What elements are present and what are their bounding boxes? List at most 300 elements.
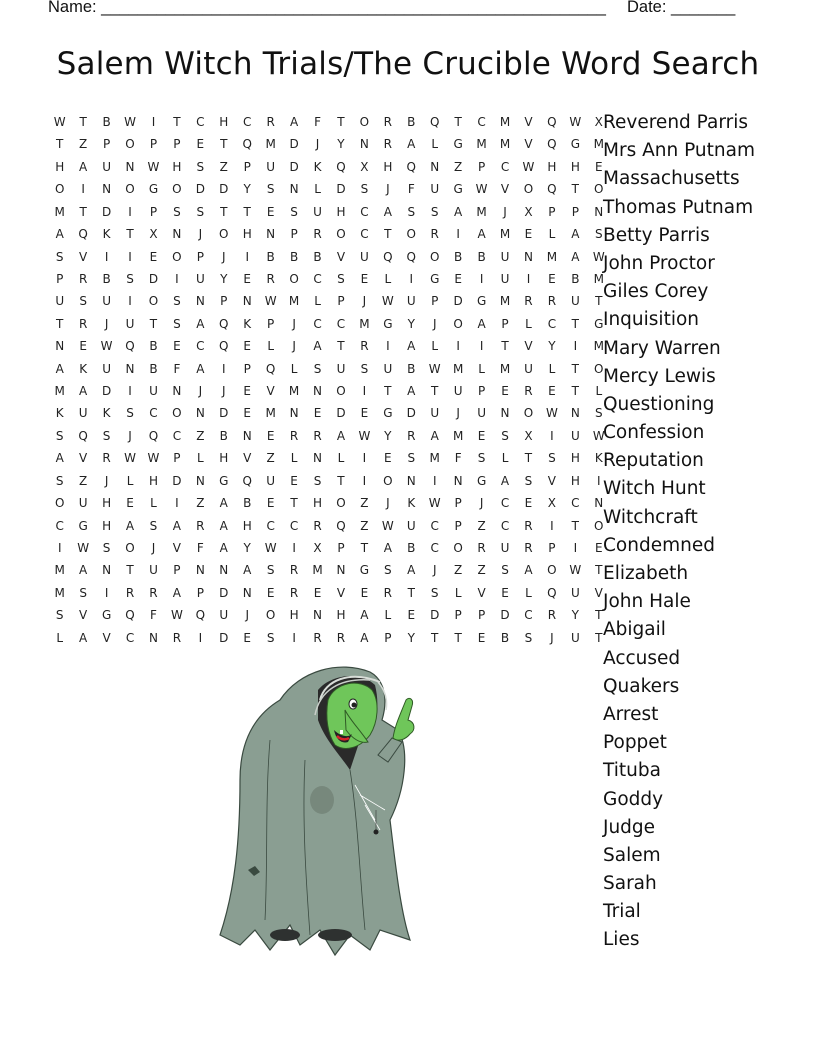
witch-illustration — [210, 660, 430, 960]
grid-letter: L — [56, 630, 64, 645]
grid-letter: I — [104, 249, 109, 264]
grid-letter: S — [548, 451, 556, 466]
grid-letter: E — [243, 339, 252, 354]
grid-letter: W — [592, 428, 605, 443]
grid-letter: S — [266, 182, 275, 197]
grid-letter: U — [336, 361, 346, 376]
grid-letter: L — [548, 227, 556, 242]
grid-letter: D — [148, 271, 159, 286]
grid-letter: L — [384, 271, 392, 286]
grid-row — [48, 537, 611, 559]
grid-letter: A — [125, 518, 135, 533]
word-list-item: Inquisition — [603, 309, 700, 331]
grid-letter: S — [501, 563, 509, 578]
grid-letter: L — [384, 608, 392, 623]
grid-letter: N — [195, 473, 205, 488]
grid-letter: U — [570, 428, 580, 443]
grid-letter: P — [477, 159, 486, 174]
grid-letter: D — [219, 585, 229, 600]
grid-letter: E — [243, 630, 252, 645]
grid-letter: V — [79, 608, 88, 623]
grid-letter: O — [125, 541, 135, 556]
word-list-item: Giles Corey — [603, 281, 709, 303]
grid-letter: C — [430, 541, 439, 556]
grid-letter: R — [266, 271, 275, 286]
grid-letter: D — [406, 406, 416, 421]
grid-letter: M — [288, 384, 300, 399]
grid-row — [48, 627, 611, 649]
grid-letter: M — [499, 137, 511, 152]
grid-letter: A — [219, 496, 228, 511]
grid-letter: R — [172, 630, 182, 645]
grid-letter: T — [571, 518, 580, 533]
grid-letter: S — [266, 630, 275, 645]
grid-letter: U — [219, 608, 229, 623]
grid-letter: O — [453, 316, 463, 331]
grid-letter: E — [313, 585, 322, 600]
grid-letter: I — [526, 271, 531, 286]
grid-letter: B — [102, 115, 111, 129]
grid-letter: A — [219, 541, 228, 556]
grid-letter: C — [360, 204, 369, 219]
grid-letter: Q — [383, 249, 393, 264]
grid-letter: A — [196, 316, 205, 331]
grid-letter: Z — [196, 496, 205, 511]
grid-letter: L — [150, 496, 157, 511]
grid-letter: R — [524, 294, 533, 309]
grid-letter: X — [594, 115, 603, 129]
grid-letter: R — [407, 428, 416, 443]
grid-letter: S — [173, 316, 181, 331]
grid-letter: N — [430, 159, 440, 174]
grid-letter: Z — [79, 137, 88, 152]
word-list-item: Lies — [603, 929, 640, 951]
grid-letter: J — [503, 204, 507, 219]
grid-letter: N — [289, 182, 299, 197]
grid-letter: C — [55, 518, 64, 533]
grid-letter: M — [54, 563, 65, 578]
grid-letter: B — [571, 271, 580, 286]
grid-letter: O — [336, 496, 346, 511]
grid-letter: P — [220, 294, 228, 309]
grid-letter: I — [292, 541, 296, 556]
grid-letter: N — [195, 294, 205, 309]
grid-letter: E — [407, 608, 416, 623]
grid-letter: H — [570, 451, 580, 466]
grid-letter: P — [56, 271, 64, 286]
grid-letter: I — [128, 384, 132, 399]
grid-letter: Y — [548, 339, 556, 354]
grid-letter: O — [54, 182, 65, 197]
grid-letter: P — [384, 630, 392, 645]
grid-letter: E — [477, 428, 486, 443]
grid-letter: A — [55, 227, 64, 242]
grid-letter: I — [128, 249, 132, 264]
grid-letter: K — [55, 406, 64, 421]
grid-letter: T — [431, 630, 439, 645]
grid-letter: R — [289, 563, 299, 578]
grid-letter: M — [265, 406, 276, 421]
grid-letter: U — [266, 473, 276, 488]
grid-letter: N — [125, 361, 135, 376]
grid-letter: D — [219, 182, 229, 197]
grid-letter: L — [525, 316, 532, 331]
grid-letter: N — [242, 294, 252, 309]
grid-letter: O — [523, 182, 534, 197]
grid-letter: H — [102, 496, 112, 511]
grid-letter: G — [476, 294, 487, 309]
grid-letter: M — [54, 384, 65, 399]
grid-letter: Q — [406, 249, 416, 264]
grid-letter: W — [428, 496, 441, 511]
grid-letter: X — [524, 428, 533, 443]
grid-letter: R — [524, 541, 533, 556]
grid-row — [48, 313, 611, 335]
grid-letter: S — [102, 428, 111, 443]
grid-letter: W — [100, 339, 113, 354]
grid-letter: X — [313, 541, 322, 556]
grid-letter: G — [383, 316, 393, 331]
grid-letter: V — [524, 339, 533, 354]
grid-letter: E — [126, 496, 134, 511]
grid-letter: E — [266, 428, 275, 443]
grid-letter: V — [266, 384, 275, 399]
grid-letter: N — [453, 473, 463, 488]
grid-letter: U — [149, 384, 158, 399]
grid-letter: L — [290, 451, 298, 466]
grid-letter: R — [547, 294, 557, 309]
grid-letter: F — [173, 361, 181, 376]
grid-letter: N — [172, 384, 182, 399]
word-list-item: Elizabeth — [603, 563, 689, 584]
grid-letter: B — [266, 249, 275, 264]
grid-letter: S — [196, 159, 205, 174]
grid-letter: T — [220, 137, 228, 152]
grid-letter: M — [476, 204, 487, 219]
grid-letter: L — [548, 361, 556, 376]
grid-letter: B — [243, 496, 252, 511]
grid-letter: B — [500, 630, 510, 645]
grid-letter: I — [386, 339, 390, 354]
grid-letter: J — [245, 608, 249, 623]
grid-letter: E — [243, 406, 252, 421]
grid-letter: Q — [125, 339, 135, 354]
grid-row — [48, 335, 611, 357]
grid-letter: P — [149, 137, 158, 152]
grid-letter: G — [453, 137, 463, 152]
grid-letter: B — [149, 339, 158, 354]
grid-letter: V — [336, 249, 346, 264]
grid-letter: C — [477, 115, 486, 129]
grid-letter: B — [149, 361, 158, 376]
grid-letter: W — [264, 541, 277, 556]
grid-letter: E — [594, 159, 603, 174]
grid-letter: N — [102, 563, 112, 578]
grid-letter: M — [593, 137, 604, 152]
grid-letter: I — [151, 115, 156, 129]
grid-letter: R — [78, 316, 88, 331]
grid-letter: Q — [336, 518, 346, 533]
grid-letter: T — [595, 608, 603, 623]
grid-row — [48, 246, 611, 268]
grid-letter: J — [315, 137, 320, 152]
grid-letter: R — [383, 585, 393, 600]
grid-row — [48, 111, 611, 133]
grid-row — [48, 582, 611, 604]
grid-letter: E — [360, 585, 369, 600]
grid-letter: T — [431, 384, 439, 399]
grid-letter: C — [524, 608, 533, 623]
grid-letter: E — [501, 585, 509, 600]
grid-letter: S — [55, 473, 64, 488]
grid-letter: C — [313, 316, 322, 331]
grid-letter: W — [53, 115, 66, 129]
word-list-item: Reputation — [603, 450, 704, 472]
grid-letter: D — [289, 137, 299, 152]
grid-letter: P — [243, 159, 251, 174]
grid-letter: A — [524, 563, 533, 578]
grid-letter: R — [289, 585, 299, 600]
grid-letter: B — [219, 428, 228, 443]
grid-letter: Q — [547, 585, 557, 600]
grid-letter: N — [594, 496, 604, 511]
grid-letter: T — [126, 227, 134, 242]
grid-letter: Y — [243, 541, 251, 556]
grid-letter: L — [314, 182, 321, 197]
grid-letter: W — [428, 361, 441, 376]
grid-letter: E — [548, 271, 556, 286]
grid-letter: U — [266, 159, 276, 174]
grid-letter: N — [148, 630, 158, 645]
grid-letter: A — [172, 518, 182, 533]
grid-letter: T — [454, 630, 462, 645]
grid-letter: T — [126, 563, 134, 578]
grid-letter: E — [243, 271, 252, 286]
grid-letter: O — [453, 541, 463, 556]
grid-letter: A — [196, 361, 205, 376]
grid-letter: L — [525, 585, 532, 600]
grid-letter: C — [500, 159, 510, 174]
grid-letter: O — [125, 137, 135, 152]
name-field-line[interactable]: Name: _______________________________________________________ — [48, 0, 606, 16]
grid-letter: J — [432, 563, 437, 578]
grid-letter: R — [125, 585, 135, 600]
grid-row — [48, 268, 611, 290]
grid-letter: R — [336, 630, 346, 645]
grid-letter: D — [219, 406, 229, 421]
grid-letter: E — [594, 541, 603, 556]
grid-letter: W — [77, 541, 90, 556]
grid-letter: T — [79, 115, 87, 129]
grid-letter: H — [336, 204, 346, 219]
grid-letter: U — [313, 204, 322, 219]
grid-letter: T — [407, 585, 415, 600]
grid-letter: N — [313, 451, 323, 466]
grid-letter: A — [79, 159, 88, 174]
grid-letter: P — [477, 608, 486, 623]
grid-letter: H — [383, 159, 393, 174]
grid-letter: S — [430, 585, 439, 600]
grid-letter: U — [55, 294, 65, 309]
grid-letter: U — [406, 518, 416, 533]
grid-letter: V — [79, 451, 88, 466]
grid-letter: S — [384, 563, 392, 578]
word-list-item: Confession — [603, 422, 705, 444]
grid-letter: D — [172, 473, 182, 488]
grid-row — [48, 156, 611, 178]
date-field-line[interactable]: Date: _______ — [627, 0, 736, 16]
grid-letter: S — [430, 204, 439, 219]
word-list-item: Poppet — [603, 732, 667, 754]
grid-letter: S — [196, 204, 205, 219]
grid-letter: N — [570, 406, 580, 421]
grid-letter: A — [313, 339, 322, 354]
grid-letter: P — [267, 316, 275, 331]
grid-letter: R — [102, 451, 111, 466]
grid-letter: P — [173, 137, 181, 152]
grid-letter: D — [430, 608, 440, 623]
grid-letter: G — [219, 473, 229, 488]
grid-letter: O — [594, 182, 604, 197]
grid-letter: G — [430, 271, 440, 286]
grid-letter: S — [126, 271, 134, 286]
grid-letter: Z — [79, 473, 88, 488]
grid-letter: K — [102, 227, 111, 242]
grid-letter: N — [500, 406, 510, 421]
grid-letter: L — [290, 361, 298, 376]
grid-letter: K — [79, 361, 88, 376]
grid-letter: L — [126, 473, 134, 488]
grid-letter: M — [593, 271, 604, 286]
grid-letter: U — [125, 316, 135, 331]
grid-letter: T — [595, 563, 603, 578]
grid-letter: E — [266, 496, 275, 511]
grid-letter: A — [571, 227, 580, 242]
grid-letter: J — [386, 496, 390, 511]
grid-letter: C — [196, 339, 205, 354]
grid-letter: A — [172, 585, 182, 600]
grid-letter: T — [384, 227, 392, 242]
grid-letter: U — [360, 249, 369, 264]
grid-letter: P — [337, 294, 345, 309]
word-list-item: John Proctor — [603, 252, 715, 274]
grid-letter: I — [175, 271, 179, 286]
grid-letter: U — [430, 406, 440, 421]
grid-letter: A — [79, 384, 88, 399]
grid-letter: Z — [477, 518, 486, 533]
grid-letter: H — [289, 608, 299, 623]
grid-letter: H — [547, 159, 557, 174]
grid-letter: D — [453, 294, 463, 309]
grid-letter: G — [570, 137, 580, 152]
grid-letter: M — [546, 249, 558, 264]
grid-letter: C — [360, 227, 369, 242]
grid-letter: T — [384, 384, 392, 399]
grid-row — [48, 492, 611, 514]
grid-letter: N — [266, 227, 276, 242]
grid-letter: W — [147, 159, 160, 174]
grid-letter: T — [79, 204, 87, 219]
grid-letter: M — [312, 563, 323, 578]
grid-letter: A — [55, 361, 64, 376]
grid-letter: S — [55, 428, 64, 443]
grid-letter: Y — [243, 182, 251, 197]
grid-letter: T — [337, 339, 345, 354]
grid-row — [48, 223, 611, 245]
grid-letter: Q — [242, 137, 252, 152]
grid-letter: M — [288, 294, 300, 309]
grid-letter: E — [524, 496, 533, 511]
grid-letter: D — [101, 204, 112, 219]
grid-letter: F — [150, 608, 157, 623]
word-list-item: Mercy Lewis — [603, 365, 716, 387]
grid-letter: I — [57, 541, 62, 556]
grid-letter: B — [477, 249, 486, 264]
grid-letter: Q — [195, 608, 206, 623]
word-list-item: Tituba — [603, 760, 661, 782]
grid-letter: M — [499, 227, 511, 242]
grid-letter: P — [196, 249, 204, 264]
grid-letter: M — [54, 585, 65, 600]
grid-letter: Z — [360, 518, 369, 533]
grid-letter: N — [289, 406, 299, 421]
grid-letter: A — [407, 384, 416, 399]
grid-letter: L — [595, 384, 603, 399]
grid-letter: P — [454, 518, 462, 533]
grid-letter: D — [101, 384, 112, 399]
grid-letter: D — [336, 406, 346, 421]
grid-letter: J — [198, 384, 203, 399]
grid-row — [48, 358, 611, 380]
grid-letter: H — [242, 227, 252, 242]
grid-letter: E — [149, 249, 158, 264]
grid-letter: L — [337, 451, 345, 466]
grid-letter: W — [124, 115, 136, 129]
grid-letter: E — [266, 204, 275, 219]
grid-letter: D — [336, 182, 346, 197]
grid-letter: C — [125, 630, 135, 645]
grid-row — [48, 604, 611, 626]
grid-letter: Y — [407, 630, 415, 645]
grid-letter: U — [500, 249, 510, 264]
grid-letter: B — [407, 361, 416, 376]
grid-letter: Y — [337, 137, 345, 152]
grid-letter: Q — [547, 182, 557, 197]
grid-letter: S — [477, 451, 486, 466]
grid-letter: R — [196, 518, 205, 533]
grid-letter: T — [571, 316, 580, 331]
grid-letter: Q — [78, 227, 88, 242]
grid-letter: T — [571, 361, 580, 376]
word-list-item: Reverend Parris — [603, 112, 748, 133]
grid-letter: A — [407, 563, 416, 578]
grid-letter: O — [383, 473, 393, 488]
word-list-item: Judge — [603, 816, 656, 838]
grid-letter: C — [571, 496, 580, 511]
grid-letter: T — [56, 137, 64, 152]
grid-letter: O — [125, 182, 135, 197]
grid-letter: G — [101, 608, 112, 623]
grid-letter: K — [594, 451, 603, 466]
grid-letter: P — [196, 585, 204, 600]
word-list-item: Sarah — [603, 873, 657, 895]
grid-letter: I — [479, 339, 484, 354]
grid-letter: K — [102, 406, 111, 421]
grid-letter: T — [501, 339, 509, 354]
grid-letter: E — [313, 406, 322, 421]
grid-letter: N — [313, 608, 323, 623]
grid-letter: A — [477, 316, 486, 331]
